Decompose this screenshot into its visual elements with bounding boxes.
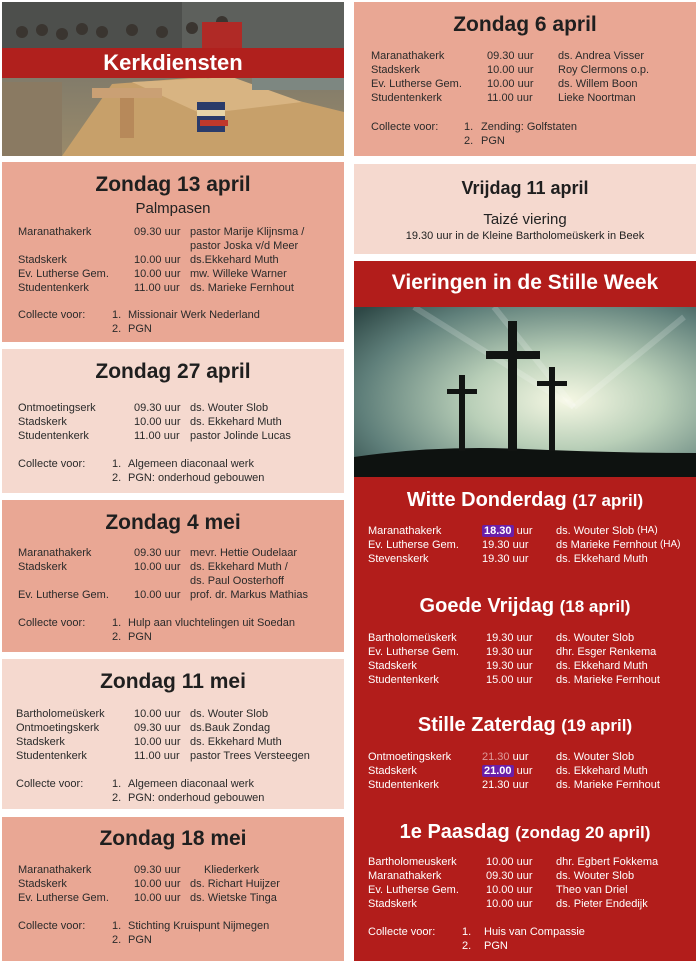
banner	[2, 2, 344, 156]
section-title: Zondag 27 april	[95, 360, 251, 383]
section-zondag-6-april	[354, 2, 696, 156]
section-title: Vrijdag 11 april	[461, 178, 589, 198]
section-title: Vieringen in de Stille Week	[391, 271, 659, 294]
collecte-label: Collecte voor:	[18, 617, 86, 629]
paasdag-heading	[354, 821, 696, 844]
stille-zaterdag-date: (19 april)	[561, 716, 633, 735]
witte-donderdag-services: Maranathakerk 18.30 uur ds. Wouter Slob (HA) Ev. Lutherse Gem. 19.30 uur ds Marieke Fernhout (HA) Stevenskerk 19.30 uur ds. Ekkehard Muth	[368, 525, 681, 565]
section-title: Zondag 11 mei	[100, 670, 246, 693]
goede-vrijdag-heading	[354, 595, 696, 618]
service-row: Studentenkerk 11.00 uur Lieke Noortman	[371, 92, 636, 104]
paasdag-services: Bartholomeuskerk 10.00 uur dhr. Egbert Fokkema Maranathakerk 09.30 uur ds. Wouter Slob Ev. Lutherse Gem. 10.00 uur Theo van Driel Stadskerk 10.00 uur ds. Pieter Endedijk	[368, 856, 659, 910]
collecte: Collecte voor: 1. Algemeen diaconaal werk 2. PGN: onderhoud gebouwen	[16, 778, 265, 804]
service-list: Bartholomeüskerk 10.00 uur ds. Wouter Slob Ontmoetingskerk 09.30 uur ds.Bauk Zondag Stadskerk 10.00 uur ds. Ekkehard Muth Studentenkerk 11.00 uur pastor Trees Versteegen	[16, 708, 310, 762]
collecte-label: Collecte voor:	[18, 920, 86, 932]
section-subtitle: Taizé viering	[483, 211, 567, 228]
collecte-label: Collecte voor:	[16, 778, 84, 790]
goede-vrijdag-services: Bartholomeüskerk 19.30 uur ds. Wouter Slob Ev. Lutherse Gem. 19.30 uur dhr. Esger Renkema Stadskerk 19.30 uur ds. Ekkehard Muth Studentenkerk 15.00 uur ds. Marieke Fernhout	[368, 632, 660, 686]
stille-zaterdag-services: Ontmoetingskerk 21.30 uur ds. Wouter Slob Stadskerk 21.00 uur ds. Ekkehard Muth Studentenkerk 21.30 uur ds. Marieke Fernhout	[368, 751, 660, 791]
service-row: Stadskerk 10.00 uur Roy Clermons o.p.	[371, 64, 650, 76]
service-list: Maranathakerk 09.30 uur Kliederkerk Stadskerk 10.00 uur ds. Richart Huijzer Ev. Lutherse Gem. 10.00 uur ds. Wietske Tinga	[18, 864, 280, 904]
church-interior-photo	[2, 2, 344, 156]
collecte-label: Collecte voor:	[368, 926, 436, 938]
service-list	[371, 49, 649, 105]
time-highlight: 18.30	[484, 525, 512, 537]
witte-donderdag-heading	[354, 489, 696, 512]
collecte-label: Collecte voor:	[18, 309, 86, 321]
collecte: Collecte voor: 1. Stichting Kruispunt Nijmegen 2. PGN	[18, 920, 270, 946]
service-list: Maranathakerk 09.30 uur mevr. Hettie Oudelaar Stadskerk 10.00 uur ds. Ekkehard Muth / ds. Paul Oosterhoff Ev. Lutherse Gem. 10.00 uur prof. dr. Markus Mathias	[18, 547, 308, 601]
section-zondag-18-mei	[2, 817, 344, 961]
section-stille-week	[354, 261, 696, 961]
section-zondag-11-mei	[2, 659, 344, 809]
collecte: Collecte voor: 1. Algemeen diaconaal werk 2. PGN: onderhoud gebouwen	[18, 458, 265, 484]
section-detail: 19.30 uur in de Kleine Bartholomeüskerk in Beek	[405, 230, 645, 242]
crosses-photo	[354, 307, 696, 477]
collecte-label: Collecte voor:	[18, 458, 86, 470]
section-title: Zondag 18 mei	[99, 827, 247, 850]
collecte-label: Collecte voor:	[371, 121, 439, 133]
section-title: Zondag 4 mei	[105, 511, 241, 534]
section-vrijdag-11-april	[354, 164, 696, 254]
goede-vrijdag-title: Goede Vrijdag	[419, 595, 555, 617]
section-zondag-4-mei	[2, 500, 344, 652]
collecte: Collecte voor: 1. Hulp aan vluchtelingen uit Soedan 2. PGN	[18, 617, 295, 643]
witte-donderdag-date: (17 april)	[572, 491, 644, 510]
section-zondag-13-april	[2, 162, 344, 342]
goede-vrijdag-date: (18 april)	[559, 597, 631, 616]
paasdag-title: 1e Paasdag	[399, 821, 510, 843]
service-row: Maranathakerk 09.30 uur ds. Andrea Visser	[371, 50, 645, 62]
paasdag-date: (zondag 20 april)	[515, 823, 651, 842]
time-highlight: 21.00	[484, 765, 512, 777]
section-title: Zondag 6 april	[453, 13, 597, 36]
collecte: Collecte voor: 1. Missionair Werk Nederland 2. PGN	[18, 309, 260, 335]
service-list: Maranathakerk 09.30 uur pastor Marije Klijnsma / pastor Joska v/d Meer Stadskerk 10.00 uur ds.Ekkehard Muth Ev. Lutherse Gem. 10.00 uur mw. Willeke Warner Studentenkerk 11.00 uur ds. Marieke Fernhout	[18, 226, 305, 294]
banner-title: Kerkdiensten	[2, 48, 344, 78]
section-zondag-27-april	[2, 349, 344, 493]
section-title: Zondag 13 april	[95, 173, 251, 196]
witte-donderdag-title: Witte Donderdag	[406, 489, 567, 511]
collecte: Collecte voor: 1. Zending: Golfstaten 2. PGN	[371, 121, 578, 147]
service-row: Ev. Lutherse Gem. 10.00 uur ds. Willem Boon	[371, 78, 638, 90]
stille-zaterdag-title: Stille Zaterdag	[417, 714, 556, 736]
stille-zaterdag-heading	[354, 714, 696, 737]
service-list: Ontmoetingserk 09.30 uur ds. Wouter Slob Stadskerk 10.00 uur ds. Ekkehard Muth Studentenkerk 11.00 uur pastor Jolinde Lucas	[18, 402, 291, 442]
section-subtitle: Palmpasen	[135, 200, 211, 217]
paasdag-collecte: Collecte voor: 1. Huis van Compassie 2. PGN	[368, 926, 585, 952]
